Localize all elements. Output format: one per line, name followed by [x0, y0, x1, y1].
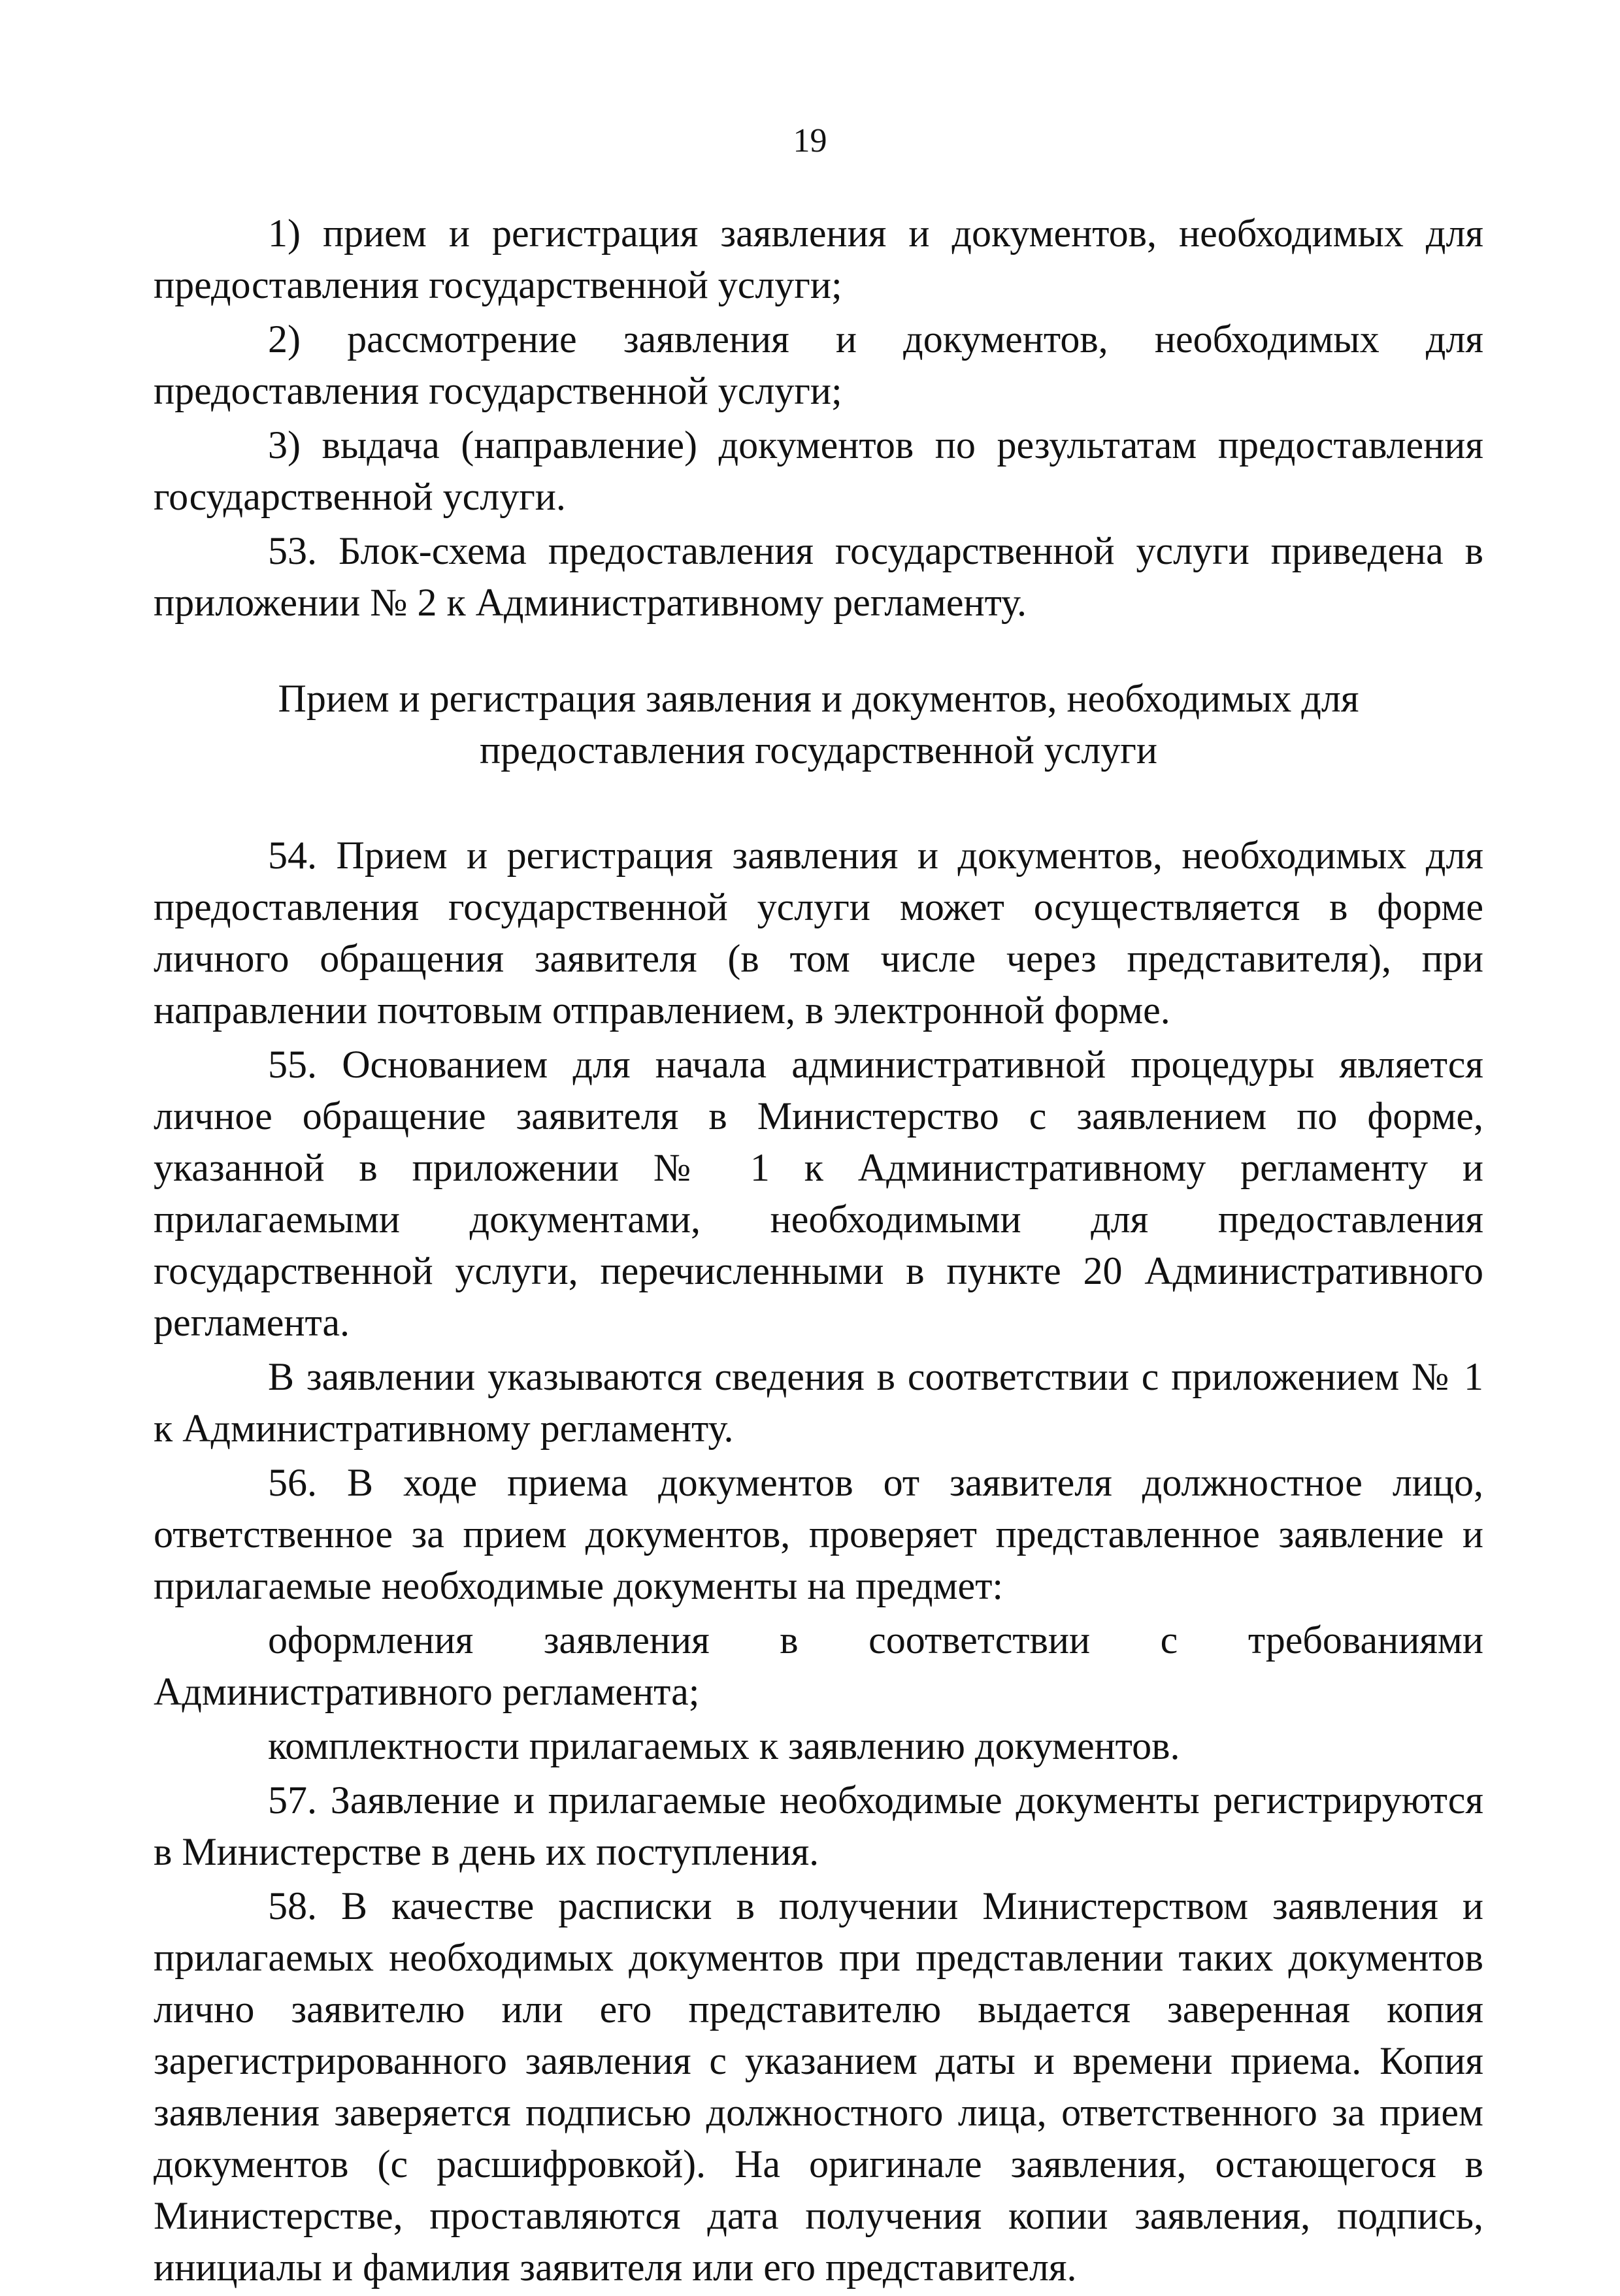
paragraph-53: 53. Блок-схема предоставления государственной услуги приведена в приложении № 2 к Административному регламенту.	[154, 529, 1483, 624]
list-item-1: 1) прием и регистрация заявления и документов, необходимых для предоставления государственной услуги;	[154, 212, 1483, 306]
paragraph-56: 56. В ходе приема документов от заявителя должностное лицо, ответственное за прием документов, проверяет представленное заявление и прилагаемые необходимые документы на предмет:	[154, 1461, 1483, 1607]
paragraph-54: 54. Прием и регистрация заявления и документов, необходимых для предоставления государственной услуги может осуществляется в форме личного обращения заявителя (в том числе через представителя), при направлении почтовым отправлением, в электронной форме.	[154, 834, 1483, 1032]
document-body	[154, 208, 1483, 2296]
paragraph-55-note: В заявлении указываются сведения в соответствии с приложением № 1 к Административному регламенту.	[154, 1355, 1483, 1450]
paragraph-55: 55. Основанием для начала административной процедуры является личное обращение заявителя в Министерство с заявлением по форме, указанной в приложении № 1 к Административному регламенту и прилагаемыми документами, необходимыми для предоставления государственной услуги, перечисленными в пункте 20 Административного регламента.	[154, 1043, 1483, 1344]
paragraph-57: 57. Заявление и прилагаемые необходимые документы регистрируются в Министерстве в день их поступления.	[154, 1779, 1483, 1873]
paragraph-56-item-1: оформления заявления в соответствии с требованиями Административного регламента;	[154, 1618, 1483, 1713]
list-item-3: 3) выдача (направление) документов по результатам предоставления государственной услуги.	[154, 423, 1483, 518]
section-heading: Прием и регистрация заявления и документов, необходимых для предоставления государственной услуги	[278, 677, 1359, 772]
list-item-2: 2) рассмотрение заявления и документов, необходимых для предоставления государственной услуги;	[154, 318, 1483, 412]
page-number: 19	[793, 122, 827, 159]
paragraph-58: 58. В качестве расписки в получении Министерством заявления и прилагаемых необходимых документов при представлении таких документов лично заявителю или его представителю выдается заверенная копия зарегистрированного заявления с указанием даты и времени приема. Копия заявления заверяется подписью должностного лица, ответственного за прием документов (с расшифровкой). На оригинале заявления, остающегося в Министерстве, проставляются дата получения копии заявления, подпись, инициалы и фамилия заявителя или его представителя.	[154, 1884, 1483, 2289]
paragraph-56-item-2: комплектности прилагаемых к заявлению документов.	[268, 1724, 1180, 1767]
